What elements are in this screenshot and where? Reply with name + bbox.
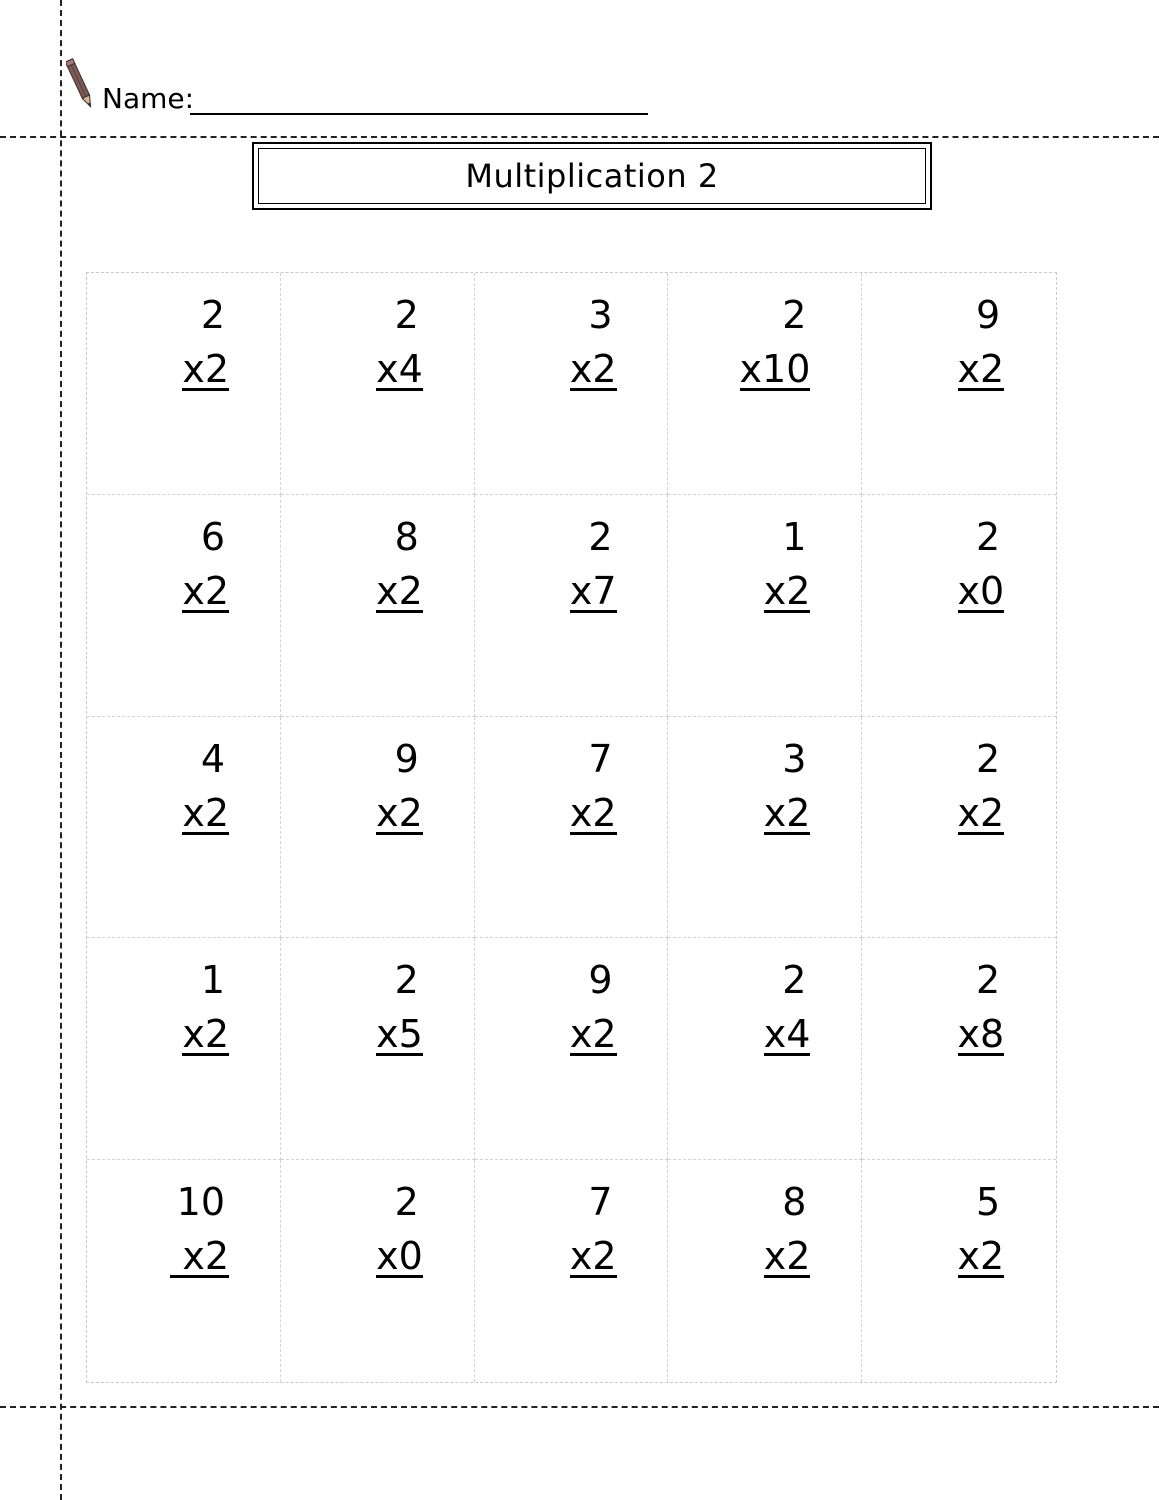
second-factor: x2 [764,566,811,613]
problem-cell[interactable] [668,938,862,1160]
second-factor: x2 [570,344,617,391]
multiplication-problem [139,953,229,1061]
worksheet-title-box [252,142,932,210]
multiplication-problem [527,510,617,618]
multiplication-problem [139,732,229,840]
first-factor: 2 [588,514,613,559]
multiplication-problem [527,732,617,840]
first-factor: 4 [200,736,225,781]
second-factor: x2 [182,788,229,835]
problem-grid [86,272,1057,1383]
first-factor: 3 [782,736,807,781]
problem-cell[interactable] [668,495,862,717]
problem-cell[interactable] [281,273,475,495]
problem-cell[interactable] [281,717,475,939]
second-factor: x2 [958,344,1005,391]
first-factor: 2 [976,958,1001,1003]
problem-cell[interactable] [862,717,1056,939]
multiplication-problem [914,953,1004,1061]
problem-cell[interactable] [475,938,669,1160]
second-factor: x2 [182,1009,229,1056]
problem-cell[interactable] [862,938,1056,1160]
second-factor: x2 [570,788,617,835]
multiplication-problem [720,288,810,396]
second-factor: x2 [764,1231,811,1278]
multiplication-problem [333,288,423,396]
second-factor: x2 [764,788,811,835]
first-factor: 6 [200,514,225,559]
second-factor: x2 [958,788,1005,835]
second-factor: x2 [570,1231,617,1278]
first-factor: 2 [394,958,419,1003]
first-factor: 2 [782,293,807,337]
problem-cell[interactable] [87,938,281,1160]
problem-cell[interactable] [87,495,281,717]
problem-cell[interactable] [475,273,669,495]
multiplication-problem [333,1175,423,1283]
second-factor: x2 [958,1231,1005,1278]
multiplication-problem [720,732,810,840]
first-factor: 7 [588,1180,613,1225]
problem-cell[interactable] [862,273,1056,495]
name-entry-line[interactable] [190,113,648,115]
multiplication-problem [527,288,617,396]
first-factor: 3 [588,293,613,337]
bottom-cut-guide [0,1406,1159,1408]
multiplication-problem [720,1175,810,1283]
problem-cell[interactable] [862,495,1056,717]
multiplication-problem [527,953,617,1061]
multiplication-problem [139,1175,229,1283]
problem-cell[interactable] [281,938,475,1160]
problem-cell[interactable] [862,1160,1056,1382]
multiplication-problem [139,288,229,396]
first-factor: 10 [176,1180,225,1225]
first-factor: 2 [394,293,419,337]
first-factor: 2 [976,736,1001,781]
second-factor: x2 [182,566,229,613]
first-factor: 9 [394,736,419,781]
multiplication-problem [914,510,1004,618]
second-factor: x0 [958,566,1005,613]
multiplication-problem [914,1175,1004,1283]
second-factor: x7 [570,566,617,613]
multiplication-problem [333,732,423,840]
problem-cell[interactable] [668,717,862,939]
second-factor: x0 [376,1231,423,1278]
first-factor: 9 [976,293,1001,337]
first-factor: 1 [782,514,807,559]
problem-cell[interactable] [475,495,669,717]
problem-cell[interactable] [87,1160,281,1382]
first-factor: 9 [588,958,613,1003]
multiplication-problem [720,510,810,618]
second-factor: x4 [376,344,423,391]
second-factor: x2 [376,788,423,835]
problem-cell[interactable] [668,273,862,495]
top-cut-guide [0,136,1159,138]
problem-cell[interactable] [475,1160,669,1382]
problem-cell[interactable] [87,717,281,939]
first-factor: 2 [782,958,807,1003]
multiplication-problem [914,732,1004,840]
first-factor: 2 [200,293,225,337]
problem-cell[interactable] [281,1160,475,1382]
first-factor: 8 [782,1180,807,1225]
problem-cell[interactable] [281,495,475,717]
pencil-icon [66,55,94,113]
second-factor: x2 [570,1009,617,1056]
second-factor: x2 [170,1231,229,1278]
first-factor: 1 [200,958,225,1003]
second-factor: x10 [740,344,811,391]
multiplication-problem [139,510,229,618]
first-factor: 2 [394,1180,419,1225]
multiplication-problem [333,510,423,618]
name-label: Name: [102,82,195,115]
first-factor: 8 [394,514,419,559]
first-factor: 2 [976,514,1001,559]
second-factor: x5 [376,1009,423,1056]
problem-cell[interactable] [475,717,669,939]
multiplication-problem [914,288,1004,396]
second-factor: x2 [376,566,423,613]
second-factor: x2 [182,344,229,391]
worksheet-title: Multiplication 2 [258,148,926,204]
problem-cell[interactable] [668,1160,862,1382]
first-factor: 5 [976,1180,1001,1225]
multiplication-problem [333,953,423,1061]
second-factor: x8 [958,1009,1005,1056]
problem-cell[interactable] [87,273,281,495]
multiplication-problem [720,953,810,1061]
multiplication-problem [527,1175,617,1283]
second-factor: x4 [764,1009,811,1056]
first-factor: 7 [588,736,613,781]
margin-cut-guide [60,0,62,1500]
